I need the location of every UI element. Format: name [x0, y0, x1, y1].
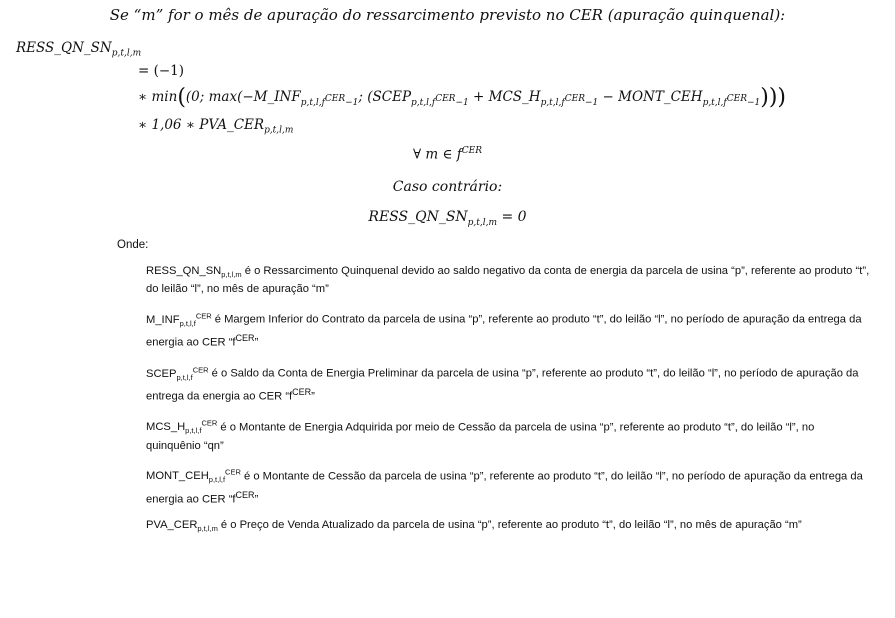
scep-term: ; (SCEP: [358, 89, 412, 105]
multiply-sign: ∗: [138, 89, 148, 105]
formula-lhs: [16, 40, 141, 59]
mcs-superscript: CER: [564, 93, 585, 104]
definition-item: [146, 308, 871, 351]
mcs-subscript: p,t,l,f: [540, 97, 565, 108]
definition-tail: ”: [311, 390, 315, 403]
definition-symbol: $RESS\_QN\_SN_{p,t,l,m}$: [146, 265, 242, 280]
forall-text: ∀ m ∈ f: [412, 146, 462, 163]
definition-item: [146, 416, 871, 454]
forall-superscript: CER: [461, 146, 483, 156]
zero-case-rhs: = 0: [497, 209, 527, 225]
minf-superscript: CER: [324, 93, 346, 104]
otherwise-label: Caso contrário:: [392, 179, 503, 195]
definitions-list: [146, 264, 871, 548]
section-heading: Se “m” for o mês de apuração do ressarcimento previsto no CER (apuração quinquenal):: [109, 6, 786, 24]
pva-subscript: p,t,l,m: [264, 125, 294, 136]
zero-case-formula: [0, 209, 895, 228]
definition-item: [146, 465, 871, 508]
definition-symbol: $MCS\_H_{p,t,l,f}^{CER}$: [146, 418, 218, 436]
formula-line-2: [138, 85, 786, 110]
definition-symbol: $SCEP_{p,t,l,f}^{CER}$: [146, 364, 209, 382]
pva-term: ∗ 1,06 ∗ PVA_CER: [138, 117, 265, 133]
definition-tail: ”: [254, 493, 259, 506]
scep-superscript: CER: [435, 93, 456, 104]
max-term-start: (0; max(−M_INF: [185, 89, 301, 105]
definition-tail-sup: CER: [292, 386, 312, 397]
minf-offset: −1: [345, 97, 359, 108]
formula-line-3: [138, 117, 293, 136]
definition-symbol: $M\_INF_{p,t,l,f}^{CER}$: [146, 311, 212, 329]
definition-symbol: $PVA\_CER_{p,t,l,m}$: [146, 519, 218, 534]
mcs-term: + MCS_H: [468, 89, 541, 105]
big-paren-close: ))): [760, 85, 786, 110]
big-paren-open: (: [177, 85, 186, 110]
definition-item: [146, 518, 871, 536]
mont-term: − MONT_CEH: [598, 89, 703, 105]
scep-subscript: p,t,l,f: [411, 97, 436, 108]
lhs-symbol: RESS_QN_SN: [16, 40, 112, 56]
lhs-subscript: p,t,l,m: [111, 48, 142, 59]
definition-item: [146, 264, 871, 297]
definition-text: é o Ressarcimento Quinquenal devido ao saldo negativo da conta de energia da parcela de usina “p”, referente ao produto “t”, do leilão “l”, no mês de apuração “m”: [146, 265, 870, 296]
definition-symbol: $MONT\_CEH_{p,t,l,f}^{CER}$: [146, 467, 241, 485]
definition-text: é o Montante de Cessão da parcela de usina “p”, referente ao produto “t”, do leilão “l”, no período de apuração da entrega da energia ao CER “f: [146, 470, 863, 506]
definition-text: é o Montante de Energia Adquirida por meio de Cessão da parcela de usina “p”, referente ao produto “t”, do leilão “l”, no quinquênio “qn”: [146, 421, 815, 452]
zero-case-subscript: p,t,l,m: [467, 217, 498, 228]
formula-line-1: = (−1): [138, 63, 185, 79]
zero-case-symbol: RESS_QN_SN: [368, 209, 468, 225]
definition-text: é Margem Inferior do Contrato da parcela de usina “p”, referente ao produto “t”, do leilão “l”, no período de apuração da entrega da energia ao CER “f: [146, 313, 862, 349]
definition-item: [146, 362, 871, 405]
mont-subscript: p,t,l,f: [702, 97, 727, 108]
definition-text: é o Saldo da Conta de Energia Preliminar da parcela de usina “p”, referente ao produto “t”, do leilão “l”, no período de apuração da entrega da energia ao CER “f: [146, 367, 859, 403]
definition-tail-sup: CER: [235, 333, 255, 344]
mcs-offset: −1: [584, 97, 599, 108]
minf-subscript: p,t,l,f: [300, 97, 325, 108]
definition-tail: ”: [254, 336, 259, 349]
mont-offset: −1: [746, 97, 761, 108]
definition-tail-sup: CER: [235, 489, 255, 500]
mont-superscript: CER: [726, 93, 747, 104]
forall-condition: [0, 146, 895, 163]
onde-label: Onde:: [117, 239, 149, 251]
scep-offset: −1: [455, 97, 469, 108]
min-function: min: [151, 89, 178, 105]
definition-text: é o Preço de Venda Atualizado da parcela de usina “p”, referente ao produto “t”, do leilão “l”, no mês de apuração “m”: [217, 519, 802, 532]
